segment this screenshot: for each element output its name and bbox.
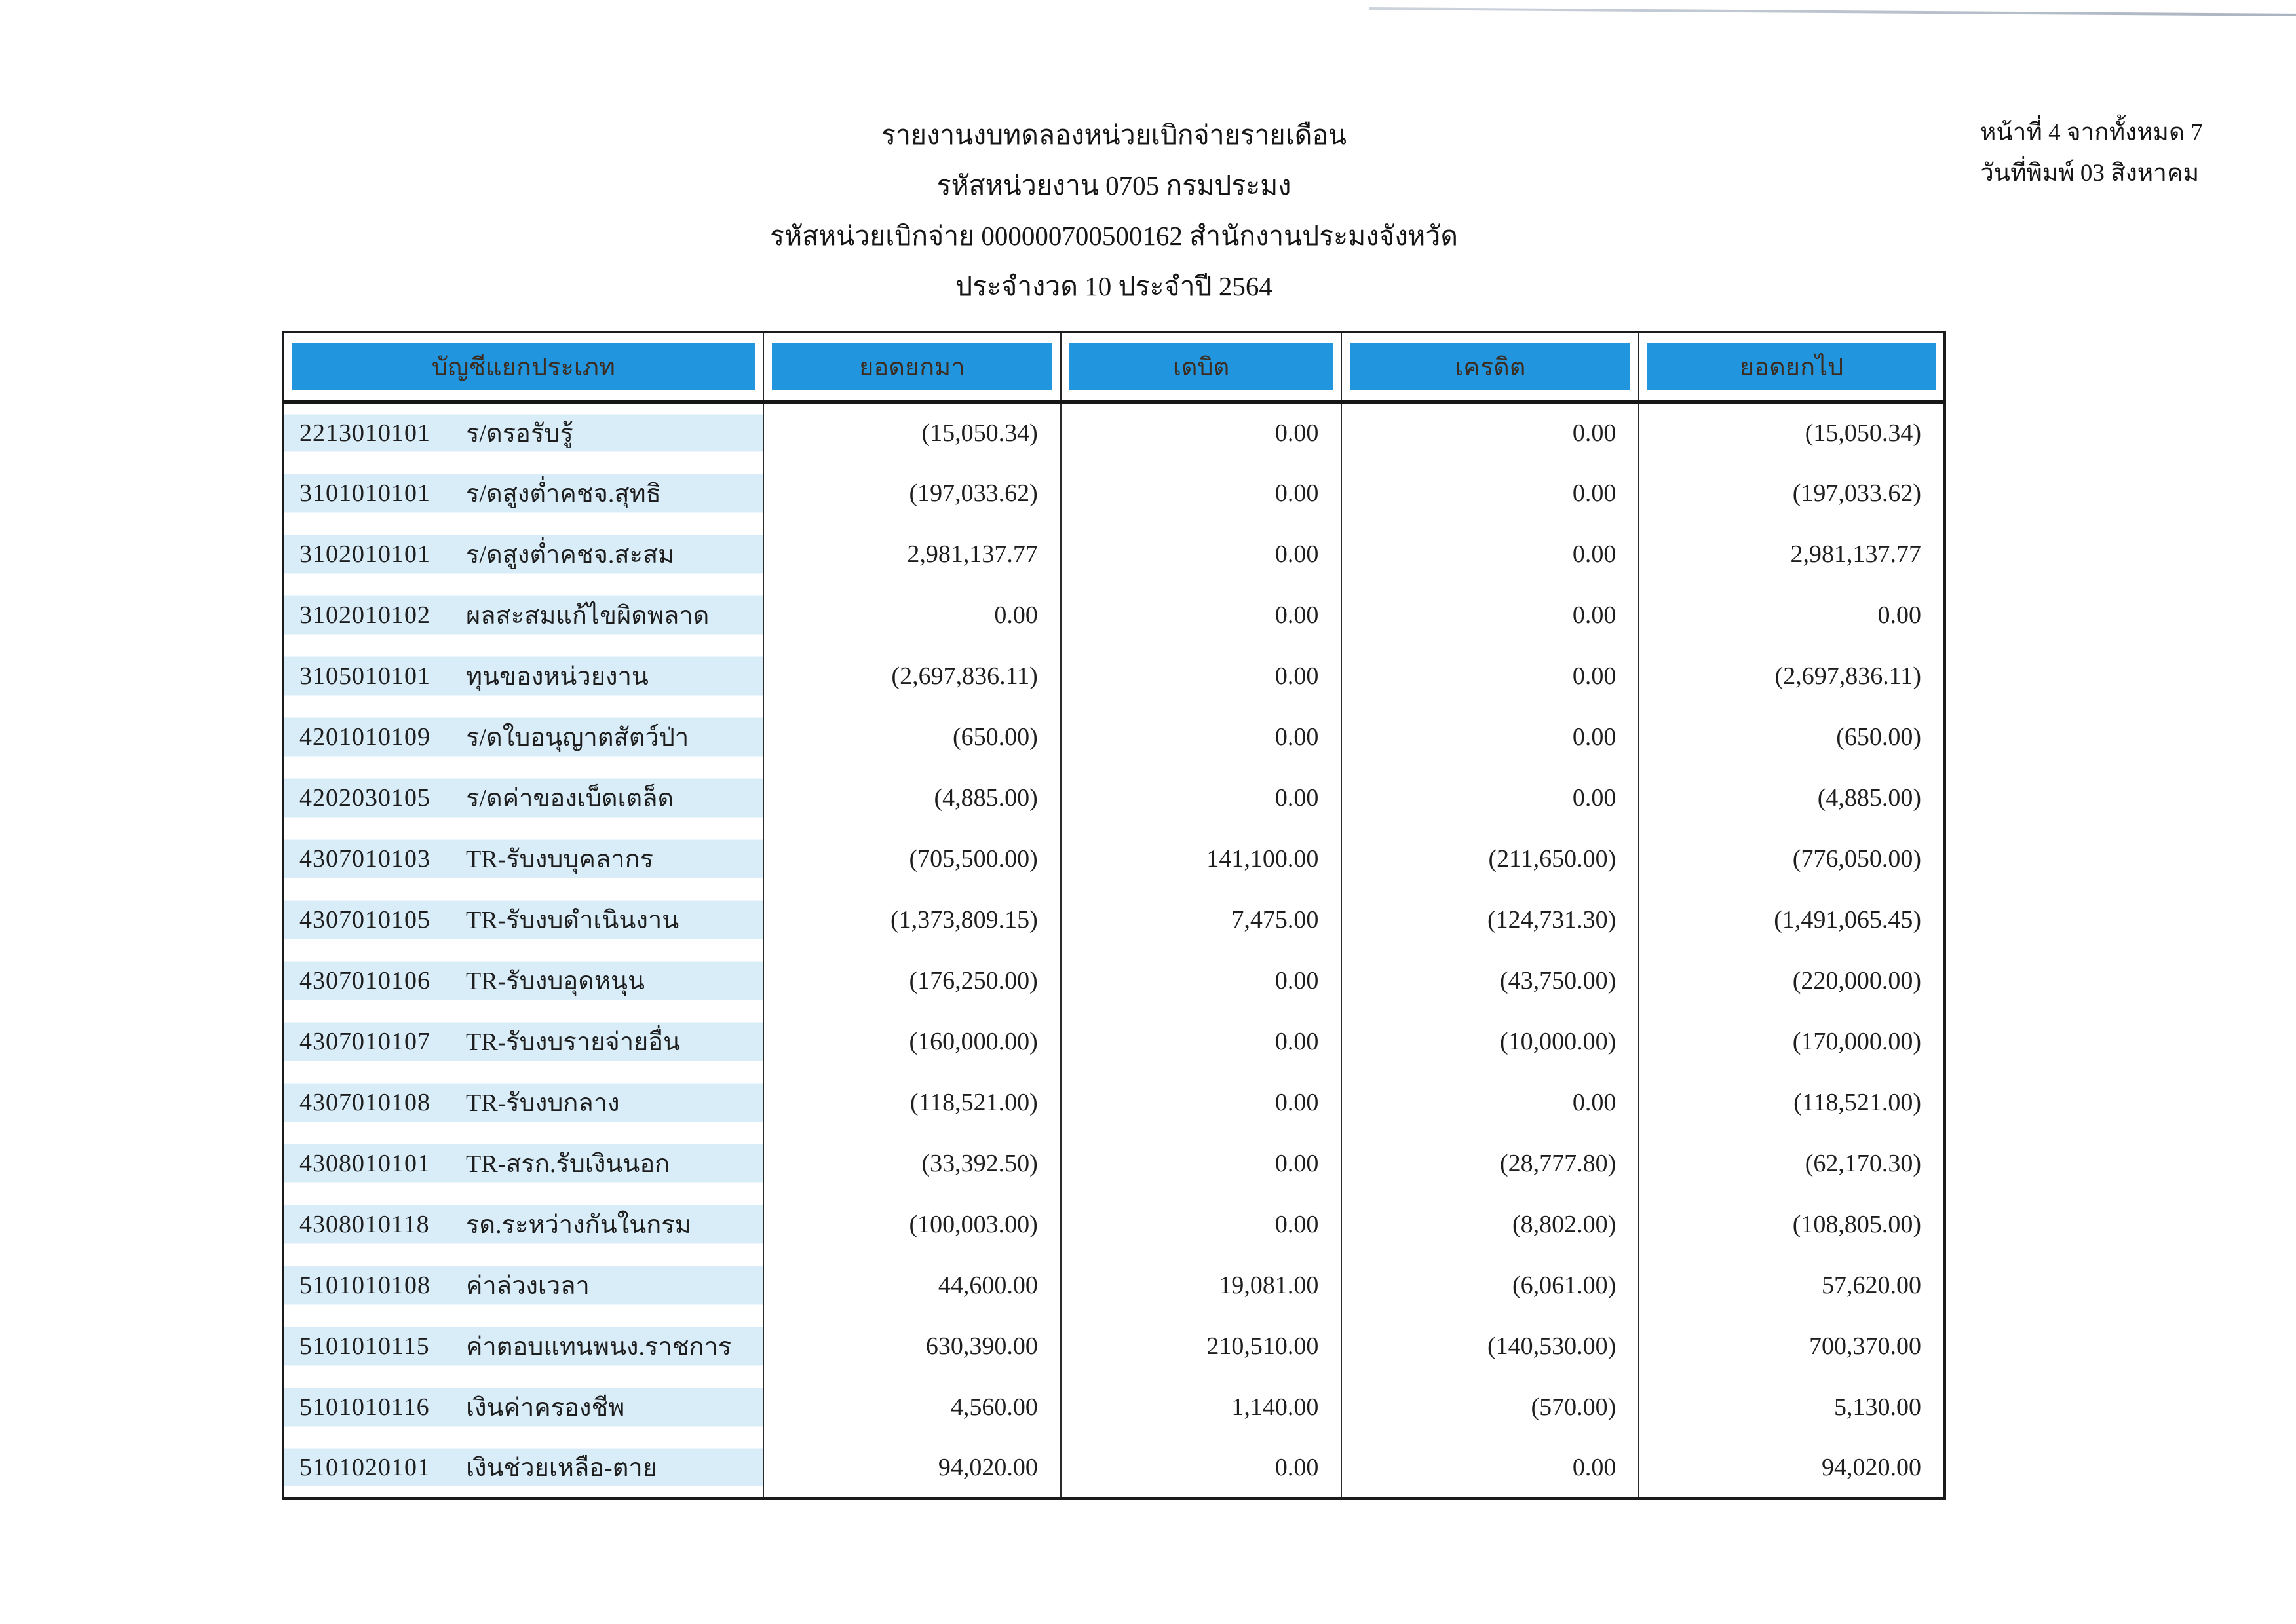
table-row [283, 1011, 1945, 1072]
credit-cell: (211,650.00) [1341, 828, 1639, 889]
table-row [283, 402, 1945, 463]
table-row [283, 767, 1945, 828]
table-row [283, 1255, 1945, 1315]
account-name: รด.ระหว่างกันในกรม [466, 1211, 691, 1239]
account-code: 3101010101 [299, 479, 430, 507]
balance-carried-cell: (776,050.00) [1639, 828, 1945, 889]
account-cell [283, 950, 763, 1011]
account-name: ค่าตอบแทนพนง.ราชการ [466, 1333, 732, 1361]
column-header-balance-carried: ยอดยกไป [1639, 332, 1945, 402]
credit-cell: 0.00 [1341, 402, 1639, 463]
balance-carried-cell: 2,981,137.77 [1639, 523, 1945, 584]
balance-forward-cell: (197,033.62) [763, 463, 1061, 523]
credit-cell: 0.00 [1341, 1437, 1639, 1498]
agency-code-line: รหัสหน่วยงาน 0705 กรมประมง [936, 170, 1292, 200]
account-code: 4308010118 [299, 1210, 430, 1238]
account-cell [283, 1315, 763, 1376]
account-cell [283, 1133, 763, 1194]
credit-cell: 0.00 [1341, 767, 1639, 828]
table-row [283, 584, 1945, 645]
table-row [283, 1072, 1945, 1133]
account-cell [283, 402, 763, 463]
table-row [283, 523, 1945, 584]
account-cell [283, 1437, 763, 1498]
table-row [283, 950, 1945, 1011]
credit-cell: (570.00) [1341, 1376, 1639, 1437]
account-name: ร/ดค่าของเบ็ดเตล็ด [466, 785, 674, 812]
balance-carried-cell: (1,491,065.45) [1639, 889, 1945, 950]
column-header-balance-forward: ยอดยกมา [763, 332, 1061, 402]
debit-cell: 0.00 [1061, 1133, 1342, 1194]
balance-carried-cell: (15,050.34) [1639, 402, 1945, 463]
account-code: 3105010101 [299, 662, 430, 690]
balance-forward-cell: (33,392.50) [763, 1133, 1061, 1194]
account-code: 4307010103 [299, 844, 430, 873]
account-cell [283, 1011, 763, 1072]
balance-carried-cell: (170,000.00) [1639, 1011, 1945, 1072]
account-name: TR-รับงบบุคลากร [466, 846, 654, 873]
account-code: 5101020101 [299, 1453, 430, 1481]
debit-cell: 0.00 [1061, 706, 1342, 767]
table-row [283, 706, 1945, 767]
balance-carried-cell: (62,170.30) [1639, 1133, 1945, 1194]
balance-carried-cell: 700,370.00 [1639, 1315, 1945, 1376]
credit-cell: (43,750.00) [1341, 950, 1639, 1011]
credit-cell: (124,731.30) [1341, 889, 1639, 950]
account-name: TR-รับงบดำเนินงาน [466, 907, 679, 934]
account-code: 5101010116 [299, 1393, 430, 1421]
table-row [283, 889, 1945, 950]
balance-carried-cell: 94,020.00 [1639, 1437, 1945, 1498]
credit-cell: (140,530.00) [1341, 1315, 1639, 1376]
debit-cell: 210,510.00 [1061, 1315, 1342, 1376]
balance-forward-cell: (4,885.00) [763, 767, 1061, 828]
account-name: ร/ดสูงต่ำคชจ.สะสม [466, 541, 675, 569]
debit-cell: 141,100.00 [1061, 828, 1342, 889]
account-code: 4307010107 [299, 1027, 430, 1055]
table-row [283, 463, 1945, 523]
account-code: 5101010108 [299, 1271, 430, 1299]
account-cell [283, 889, 763, 950]
balance-carried-cell: (118,521.00) [1639, 1072, 1945, 1133]
credit-cell: 0.00 [1341, 645, 1639, 706]
debit-cell: 0.00 [1061, 402, 1342, 463]
account-name: ร/ดรอรับรู้ [466, 420, 573, 448]
balance-forward-cell: 4,560.00 [763, 1376, 1061, 1437]
account-cell [283, 828, 763, 889]
account-name: เงินช่วยเหลือ-ตาย [466, 1454, 657, 1482]
column-header-account: บัญชีแยกประเภท [283, 332, 763, 402]
credit-cell: (10,000.00) [1341, 1011, 1639, 1072]
debit-cell: 19,081.00 [1061, 1255, 1342, 1315]
table-row [283, 1376, 1945, 1437]
debit-cell: 0.00 [1061, 1011, 1342, 1072]
balance-forward-cell: (100,003.00) [763, 1194, 1061, 1255]
print-date-line: วันที่พิมพ์ 03 สิงหาคม [1980, 160, 2200, 187]
period-line: ประจำงวด 10 ประจำปี 2564 [955, 271, 1272, 301]
account-cell [283, 523, 763, 584]
column-header-credit: เครดิต [1341, 332, 1639, 402]
scan-artifact-line [1369, 7, 2296, 16]
table-row [283, 645, 1945, 706]
credit-cell: (6,061.00) [1341, 1255, 1639, 1315]
document-header [282, 110, 1946, 312]
debit-cell: 0.00 [1061, 584, 1342, 645]
balance-carried-cell: 57,620.00 [1639, 1255, 1945, 1315]
disbursement-unit-line: รหัสหน่วยเบิกจ่าย 000000700500162 สำนักงานประมงจังหวัด [770, 221, 1458, 251]
table-body [283, 402, 1945, 1498]
account-name: ร/ดสูงต่ำคชจ.สุทธิ [466, 480, 661, 508]
account-name: TR-รับงบอุดหนุน [466, 968, 645, 995]
account-code: 3102010102 [299, 601, 430, 629]
account-cell [283, 463, 763, 523]
balance-forward-cell: (2,697,836.11) [763, 645, 1061, 706]
balance-carried-cell: (2,697,836.11) [1639, 645, 1945, 706]
debit-cell: 0.00 [1061, 767, 1342, 828]
debit-cell: 0.00 [1061, 463, 1342, 523]
credit-cell: 0.00 [1341, 706, 1639, 767]
account-code: 4201010109 [299, 723, 430, 751]
account-cell [283, 767, 763, 828]
table-row [283, 1194, 1945, 1255]
report-title: รายงานงบทดลองหน่วยเบิกจ่ายรายเดือน [881, 120, 1347, 150]
page-info [1980, 113, 2282, 194]
account-code: 4202030105 [299, 784, 430, 812]
account-cell [283, 1072, 763, 1133]
balance-forward-cell: (118,521.00) [763, 1072, 1061, 1133]
balance-forward-cell: 44,600.00 [763, 1255, 1061, 1315]
debit-cell: 0.00 [1061, 1072, 1342, 1133]
account-code: 2213010101 [299, 419, 430, 447]
account-name: ผลสะสมแก้ไขผิดพลาด [466, 602, 710, 630]
balance-forward-cell: 0.00 [763, 584, 1061, 645]
account-cell [283, 645, 763, 706]
credit-cell: 0.00 [1341, 584, 1639, 645]
account-code: 4307010108 [299, 1088, 430, 1116]
credit-cell: (28,777.80) [1341, 1133, 1639, 1194]
account-name: TR-รับงบรายจ่ายอื่น [466, 1029, 681, 1056]
column-header-debit: เดบิต [1061, 332, 1342, 402]
page-number-line: หน้าที่ 4 จากทั้งหมด 7 [1980, 119, 2203, 146]
account-cell [283, 1194, 763, 1255]
debit-cell: 0.00 [1061, 1437, 1342, 1498]
balance-forward-cell: (160,000.00) [763, 1011, 1061, 1072]
account-cell [283, 1376, 763, 1437]
balance-forward-cell: (705,500.00) [763, 828, 1061, 889]
table-header [283, 332, 1945, 402]
table-row [283, 1133, 1945, 1194]
balance-carried-cell: 0.00 [1639, 584, 1945, 645]
balance-carried-cell: 5,130.00 [1639, 1376, 1945, 1437]
account-cell [283, 1255, 763, 1315]
balance-forward-cell: 94,020.00 [763, 1437, 1061, 1498]
balance-forward-cell: 2,981,137.77 [763, 523, 1061, 584]
account-code: 4308010101 [299, 1149, 430, 1177]
debit-cell: 0.00 [1061, 1194, 1342, 1255]
balance-carried-cell: (197,033.62) [1639, 463, 1945, 523]
debit-cell: 0.00 [1061, 523, 1342, 584]
table-row [283, 1437, 1945, 1498]
balance-forward-cell: 630,390.00 [763, 1315, 1061, 1376]
table-row [283, 1315, 1945, 1376]
account-name: ร/ดใบอนุญาตสัตว์ป่า [466, 724, 689, 751]
account-name: TR-สรก.รับเงินนอก [466, 1150, 670, 1178]
account-name: ค่าล่วงเวลา [466, 1272, 590, 1300]
account-name: TR-รับงบกลาง [466, 1089, 620, 1117]
account-name: เงินค่าครองชีพ [466, 1394, 625, 1422]
account-code: 3102010101 [299, 540, 430, 568]
table-row [283, 828, 1945, 889]
trial-balance-table [282, 331, 1946, 1500]
balance-forward-cell: (15,050.34) [763, 402, 1061, 463]
balance-carried-cell: (220,000.00) [1639, 950, 1945, 1011]
credit-cell: 0.00 [1341, 1072, 1639, 1133]
balance-forward-cell: (1,373,809.15) [763, 889, 1061, 950]
debit-cell: 1,140.00 [1061, 1376, 1342, 1437]
debit-cell: 0.00 [1061, 645, 1342, 706]
account-code: 4307010105 [299, 905, 430, 934]
account-cell [283, 706, 763, 767]
balance-forward-cell: (176,250.00) [763, 950, 1061, 1011]
balance-carried-cell: (108,805.00) [1639, 1194, 1945, 1255]
debit-cell: 0.00 [1061, 950, 1342, 1011]
balance-forward-cell: (650.00) [763, 706, 1061, 767]
account-code: 4307010106 [299, 966, 430, 994]
balance-carried-cell: (650.00) [1639, 706, 1945, 767]
account-code: 5101010115 [299, 1332, 430, 1360]
account-name: ทุนของหน่วยงาน [466, 663, 649, 690]
account-cell [283, 584, 763, 645]
credit-cell: 0.00 [1341, 463, 1639, 523]
credit-cell: (8,802.00) [1341, 1194, 1639, 1255]
balance-carried-cell: (4,885.00) [1639, 767, 1945, 828]
debit-cell: 7,475.00 [1061, 889, 1342, 950]
credit-cell: 0.00 [1341, 523, 1639, 584]
